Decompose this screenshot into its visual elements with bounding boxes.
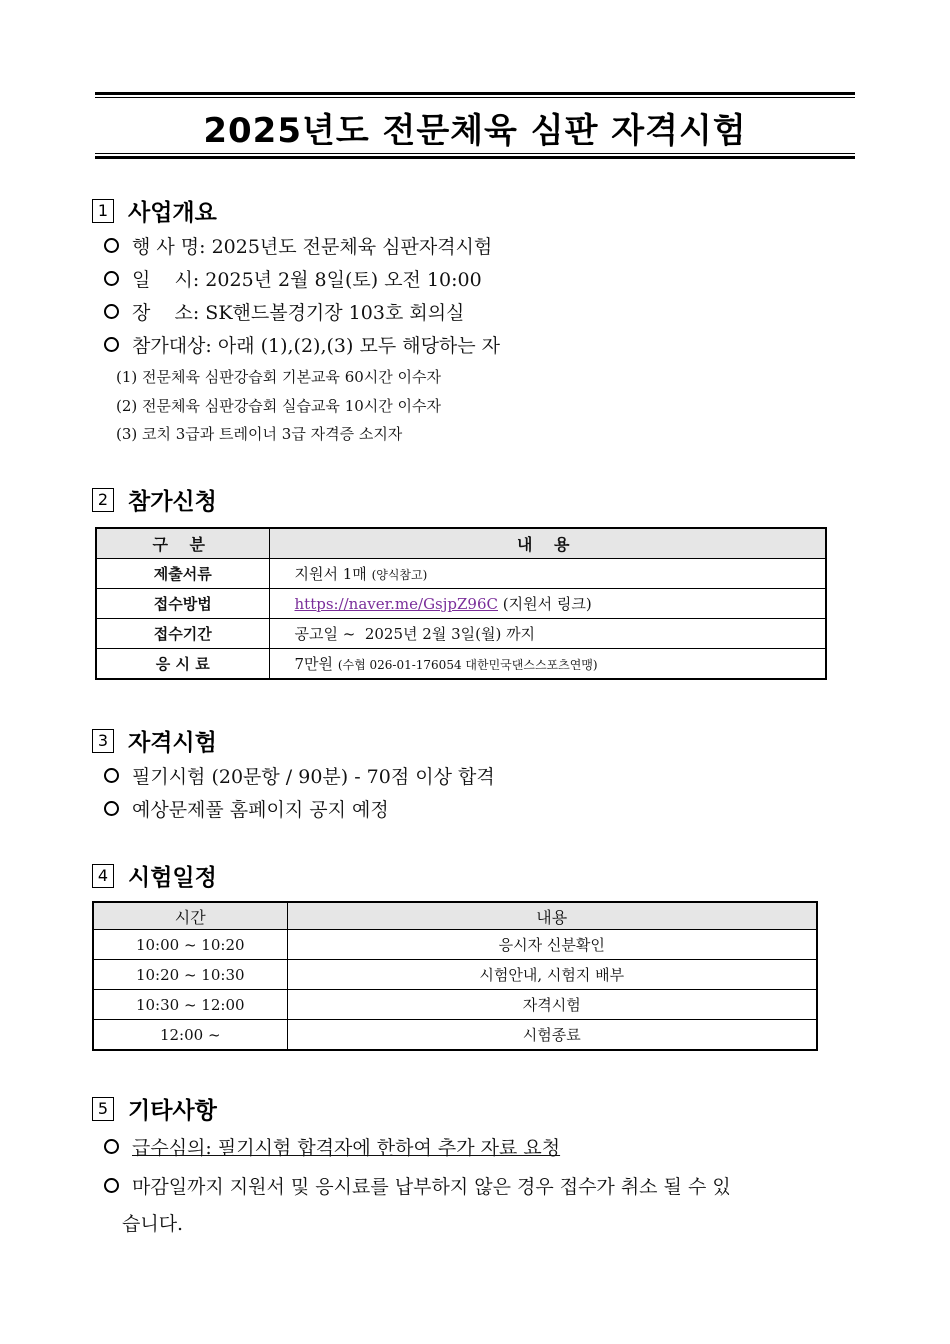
section-number: 1 [92,199,114,223]
time-cell: 10:00 ~ 10:20 [93,930,287,960]
circle-bullet-icon [104,1139,119,1154]
column-header: 시간 [93,902,287,930]
sub-item: (1) 전문체육 심판강습회 기본교육 60시간 이수자 [116,368,441,386]
time-cell: 10:30 ~ 12:00 [93,990,287,1020]
table-header-row [96,528,826,559]
section-title: 참가신청 [128,489,217,515]
schedule-table [92,901,818,1051]
content-cell: 시험안내, 시험지 배부 [287,960,817,990]
title-rule-bottom-thick [95,156,855,159]
row-value: https://naver.me/GsjpZ96C (지원서 링크) [269,589,826,619]
list-item: 예상문제풀 홈페이지 공지 예정 [104,795,389,822]
row-key: 제출서류 [96,559,269,589]
section-number: 2 [92,488,114,512]
time-cell: 12:00 ~ [93,1020,287,1051]
section-5-heading [92,1092,217,1125]
section-4-heading [92,859,217,892]
sub-item: (3) 코치 3급과 트레이너 3급 자격증 소지자 [116,425,403,443]
section-title: 시험일정 [128,865,217,891]
list-item: 일 시: 2025년 2월 8일(토) 오전 10:00 [104,265,482,292]
title-rule-bottom-thin [95,153,855,154]
time-cell: 10:20 ~ 10:30 [93,960,287,990]
section-number: 3 [92,729,114,753]
sub-item: (2) 전문체육 심판강습회 실습교육 10시간 이수자 [116,397,441,415]
row-key: 접수기간 [96,619,269,649]
content-cell: 자격시험 [287,990,817,1020]
circle-bullet-icon [104,238,119,253]
page-title: 2025년도 전문체육 심판 자격시험 [203,111,747,151]
list-item: 참가대상: 아래 (1),(2),(3) 모두 해당하는 자 [104,331,500,358]
circle-bullet-icon [104,271,119,286]
row-key: 응 시 료 [96,649,269,680]
title-rule-top-thick [95,92,855,95]
row-value: 7만원 (수협 026-01-176054 대한민국댄스스포츠연맹) [269,649,826,680]
row-key: 접수방법 [96,589,269,619]
column-header: 내용 [287,902,817,930]
section-number: 5 [92,1097,114,1121]
section-title: 자격시험 [128,730,217,756]
circle-bullet-icon [104,337,119,352]
table-row [96,589,826,619]
table-row [93,1020,817,1051]
row-value: 지원서 1매 (양식참고) [269,559,826,589]
list-item: 필기시험 (20문항 / 90분) - 70점 이상 합격 [104,762,495,789]
section-3-heading [92,724,217,757]
row-value: 공고일 ~ 2025년 2월 3일(월) 까지 [269,619,826,649]
table-row [96,619,826,649]
application-link[interactable]: https://naver.me/GsjpZ96C [294,595,498,613]
column-header: 내 용 [269,528,826,559]
section-number: 4 [92,864,114,888]
circle-bullet-icon [104,304,119,319]
section-title: 기타사항 [128,1098,217,1124]
application-table [95,527,827,680]
list-item: 장 소: SK핸드볼경기장 103호 회의실 [104,298,464,325]
section-title: 사업개요 [128,200,217,226]
table-header-row [93,902,817,930]
list-item: 행 사 명: 2025년도 전문체육 심판자격시험 [104,232,492,259]
circle-bullet-icon [104,801,119,816]
circle-bullet-icon [104,1178,119,1193]
title-rule-top-thin [95,97,855,98]
table-row [96,649,826,680]
list-item: 급수심의: 필기시험 합격자에 한하여 추가 자료 요청 [104,1133,560,1160]
table-row [93,930,817,960]
content-cell: 시험종료 [287,1020,817,1051]
table-row [93,990,817,1020]
section-2-heading [92,483,217,516]
table-row [96,559,826,589]
table-row [93,960,817,990]
section-1-heading [92,194,217,227]
column-header: 구 분 [96,528,269,559]
content-cell: 응시자 신분확인 [287,930,817,960]
list-item-continuation: 습니다. [122,1213,184,1235]
circle-bullet-icon [104,768,119,783]
list-item: 마감일까지 지원서 및 응시료를 납부하지 않은 경우 접수가 취소 될 수 있 [104,1172,731,1199]
